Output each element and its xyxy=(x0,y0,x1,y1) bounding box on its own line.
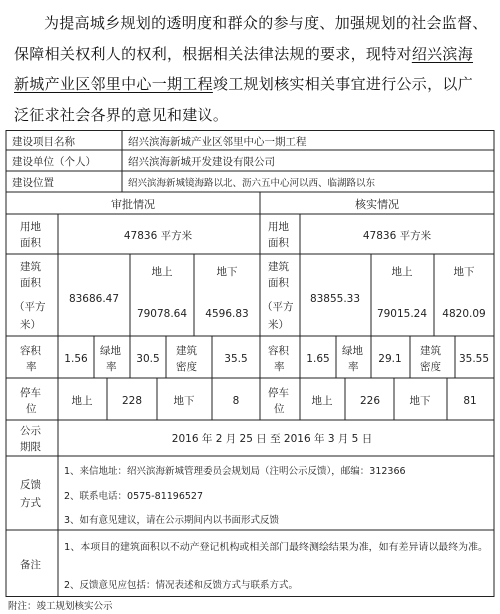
gfa-label-2: 面积 xyxy=(20,277,41,289)
green-label-2: 率 xyxy=(106,361,117,373)
far-label-verified-1: 容积 xyxy=(268,345,289,357)
green-label-verified-2: 率 xyxy=(348,361,359,373)
green-label-1: 绿地 xyxy=(100,345,121,357)
project-name-label: 建设项目名称 xyxy=(12,136,75,148)
density-label-2: 密度 xyxy=(176,361,197,373)
intro-lead: 为提高城乡规划的透明度和群众的参与度、加强规划的社会监督、保障相关权利人的权利，根据相关法律法规的要求，现特对 xyxy=(14,14,488,63)
land-area-label-verified-2: 面积 xyxy=(268,237,289,249)
parking-above-verified: 226 xyxy=(359,395,381,407)
gfa-verified-above: 79015.24 xyxy=(376,308,428,320)
gfa-verified-above-label: 地上 xyxy=(391,266,413,278)
land-area-label-2: 面积 xyxy=(20,237,41,249)
feedback-label-2: 方式 xyxy=(20,497,41,509)
location-value: 绍兴滨海新城镜海路以北、沥六五中心河以西、临湖路以东 xyxy=(128,178,376,189)
green-approved: 30.5 xyxy=(136,353,160,365)
parking-label-2: 位 xyxy=(26,403,37,415)
gfa-label-4: 米） xyxy=(20,319,41,331)
parking-below-verified-label: 地下 xyxy=(409,395,431,407)
period-label-2: 期限 xyxy=(20,441,41,453)
far-verified: 1.65 xyxy=(306,353,330,365)
far-label-1: 容积 xyxy=(20,345,41,357)
land-area-label-1: 用地 xyxy=(20,221,41,233)
land-area-verified: 47836 平方米 xyxy=(362,230,432,242)
gfa-label-verified-4: 米） xyxy=(268,319,289,331)
land-area-approved: 47836 平方米 xyxy=(123,230,193,242)
owner-label: 建设单位（个人） xyxy=(12,156,96,168)
intro-tail: 竣工规划核实相关事宜进行公示，以广泛征求社会各界的意见和建议。 xyxy=(14,75,474,124)
gfa-verified-below-label: 地下 xyxy=(453,266,475,278)
density-label-verified-1: 建筑 xyxy=(420,345,441,357)
feedback-item-1: 1、来信地址：绍兴滨海新城管理委员会规划局（注明公示反馈），邮编：312366 xyxy=(64,466,406,477)
parking-below-approved: 8 xyxy=(232,395,240,407)
note-1: 1、本项目的建筑面积以不动产登记机构或相关部门最终测绘结果为准，如有差异请以最终为准。 xyxy=(64,542,470,553)
approved-header: 审批情况 xyxy=(111,198,155,211)
gfa-label-3: （平方 xyxy=(14,301,46,313)
far-label-2: 率 xyxy=(26,361,37,373)
parking-above-verified-label: 地上 xyxy=(311,395,333,407)
period-value: 2016 年 2 月 25 日 至 2016 年 3 月 5 日 xyxy=(171,433,373,445)
gfa-verified-total: 83855.33 xyxy=(309,293,361,305)
far-approved: 1.56 xyxy=(64,353,88,365)
parking-label-1: 停车 xyxy=(20,387,41,399)
notes-label: 备注 xyxy=(20,559,41,571)
feedback-label-1: 反馈 xyxy=(20,479,41,491)
gfa-approved-above-label: 地上 xyxy=(151,266,173,278)
parking-label-verified-1: 停车 xyxy=(268,387,289,399)
gfa-label-verified-1: 建筑 xyxy=(268,261,289,273)
project-name-value: 绍兴滨海新城产业区邻里中心一期工程 xyxy=(128,136,307,148)
gfa-label-verified-2: 面积 xyxy=(268,277,289,289)
parking-below-approved-label: 地下 xyxy=(173,395,195,407)
gfa-verified-below: 4820.09 xyxy=(442,308,486,320)
density-label-verified-2: 密度 xyxy=(420,361,441,373)
gfa-approved-below-label: 地下 xyxy=(216,266,238,278)
gfa-approved-below: 4596.83 xyxy=(205,308,249,320)
verified-header: 核实情况 xyxy=(355,198,399,211)
density-label-1: 建筑 xyxy=(176,345,197,357)
feedback-item-2: 2、联系电话：0575-81196527 xyxy=(64,491,204,502)
density-approved: 35.5 xyxy=(224,353,248,365)
far-label-verified-2: 率 xyxy=(274,361,285,373)
gfa-approved-above: 79078.64 xyxy=(136,308,188,320)
gfa-approved-total: 83686.47 xyxy=(68,293,120,305)
parking-below-verified: 81 xyxy=(463,395,477,407)
location-label: 建设位置 xyxy=(12,177,54,189)
density-verified: 35.55 xyxy=(458,353,490,365)
gfa-label-1: 建筑 xyxy=(20,261,41,273)
gfa-label-verified-3: （平方 xyxy=(262,301,294,313)
owner-value: 绍兴滨海新城开发建设有限公司 xyxy=(128,156,275,168)
green-verified: 29.1 xyxy=(378,353,402,365)
land-area-label-verified-1: 用地 xyxy=(268,221,289,233)
footer-note: 附注：竣工规划核实公示 xyxy=(8,601,113,612)
period-label-1: 公示 xyxy=(20,425,41,437)
intro-project-name: 绍兴滨海新城产业区邻里中心一期工程 xyxy=(14,44,474,93)
note-2: 2、反馈意见应包括：情况表述和反馈方式与联系方式。 xyxy=(64,580,299,591)
parking-label-verified-2: 位 xyxy=(274,403,285,415)
feedback-item-3: 3、如有意见建议，请在公示期间内以书面形式反馈 xyxy=(64,515,280,526)
parking-above-approved: 228 xyxy=(121,395,143,407)
green-label-verified-1: 绿地 xyxy=(342,345,363,357)
parking-above-approved-label: 地上 xyxy=(71,395,93,407)
